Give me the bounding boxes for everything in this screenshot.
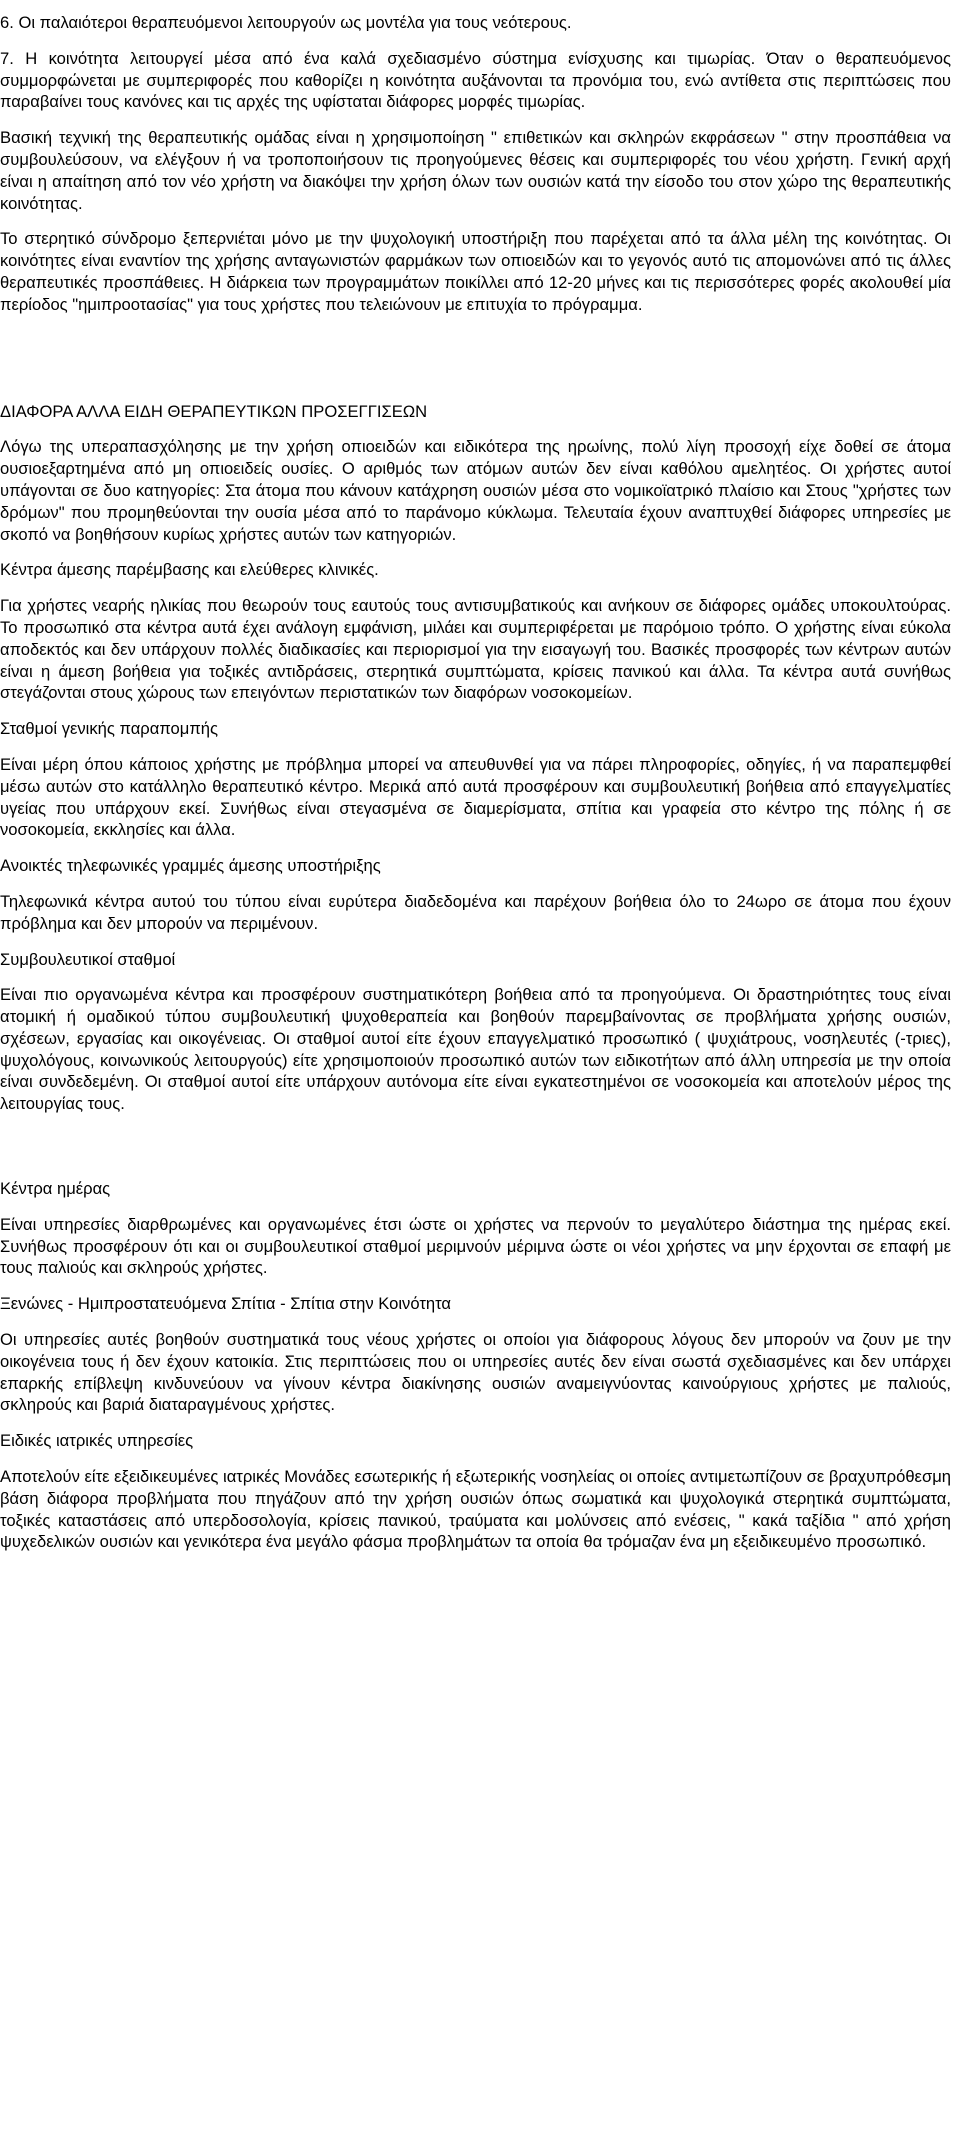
paragraph-day-centers: Είναι υπηρεσίες διαρθρωμένες και οργανωμένες έτσι ώστε οι χρήστες να περνούν το μεγαλύτερο διάστημα της ημέρας εκεί. Συνήθως προσφέρουν ότι και οι συμβουλευτικοί σταθμοί μεριμνούν μέριμνα ώστε οι νέοι χρήστες να μην έρχονται σε επαφή με τους παλιούς και σκληρούς χρήστες.: [0, 1214, 951, 1278]
section-heading: ΔΙΑΦΟΡΑ ΑΛΛΑ ΕΙΔΗ ΘΕΡΑΠΕΥΤΙΚΩΝ ΠΡΟΣΕΓΓΙΣΕΩΝ: [0, 401, 428, 421]
paragraph-technique: Βασική τεχνική της θεραπευτικής ομάδας είναι η χρησιμοποίηση " επιθετικών και σκληρών εκφράσεων " στην προσπάθεια να συμβουλεύσουν, να ελέγξουν ή να τροποποιήσουν τις προηγούμενες θέσεις και συμπεριφορές του νέου χρήστη. Γενική αρχή είναι η απαίτηση από τον νέο χρήστη να διακόψει την χρήση όλων των ουσιών κατά την είσοδο του στον χώρο της θεραπευτικής κοινότητας.: [0, 128, 951, 213]
subheading-crisis-centers: Κέντρα άμεσης παρέμβασης και ελεύθερες κλινικές.: [0, 560, 379, 580]
paragraph-counseling-stations: Είναι πιο οργανωμένα κέντρα και προσφέρουν συστηματικότερη βοήθεια από τα προηγούμενα. Οι δραστηριότητες τους είναι ατομική ή ομαδικού τύπου συμβουλευτική ψυχοθεραπεία και βοηθούν παρεμβαίνοντας σε προβλήματα χρήσης ουσιών, σχέσεων, εργασίας και οικογένειας. Οι σταθμοί αυτοί είτε έχουν επαγγελματικό προσωπικό ( ψυχιάτρους, νοσηλευτές (-τριες), ψυχολόγους, κοινωνικούς λειτουργούς) είτε χρησιμοποιούν προσωπικό αυτών των ειδικοτήτων από άλλη υπηρεσία με την οποία είναι συνδεδεμένη. Οι σταθμοί αυτοί είτε υπάρχουν αυτόνομα είτε είναι εγκατεστημένοι σε νοσοκομεία και αποτελούν μέρος της λειτουργίας τους.: [0, 985, 951, 1114]
paragraph-medical-services: Αποτελούν είτε εξειδικευμένες ιατρικές Μονάδες εσωτερικής ή εξωτερικής νοσηλείας οι οποίες αντιμετωπίζουν σε βραχυπρόθεσμη βάση διάφορα προβλήματα που πηγάζουν από την χρήση ουσιών όπως σωματικά και ψυχολογικά στερητικά συμπτώματα, τοξικές καταστάσεις από υπερδοσολογία, κρίσεις πανικού, τραύματα και μολύνσεις από ενέσεις, " κακά ταξίδια " από χρήση ψυχεδελικών ουσιών και γενικότερα ένα μεγάλο φάσμα προβλημάτων τα οποία θα τρόμαζαν ένα μη εξειδικευμένο προσωπικό.: [0, 1467, 951, 1552]
list-item-6: 6. Οι παλαιότεροι θεραπευόμενοι λειτουργούν ως μοντέλα για τους νεότερους.: [0, 13, 572, 32]
paragraph-referral-stations: Είναι μέρη όπου κάποιος χρήστης με πρόβλημα μπορεί να απευθυνθεί για να πάρει πληροφορίες, οδηγίες, ή να παραπεμφθεί μέσω αυτών στο κατάλληλο θεραπευτικό κέντρο. Μερικά από αυτά προσφέρουν και συμβουλευτική βοήθεια από επαγγελματίες υγείας που υπάρχουν εκεί. Συνήθως είναι στεγασμένα σε διαμερίσματα, σπίτια και γραφεία στο κέντρο της πόλης ή σε νοσοκομεία, εκκλησίες και άλλα.: [0, 754, 951, 840]
subheading-medical-services: Ειδικές ιατρικές υπηρεσίες: [0, 1431, 194, 1451]
subheading-hostels: Ξενώνες - Ημιπροστατευόμενα Σπίτια - Σπίτια στην Κοινότητα: [0, 1294, 452, 1314]
paragraph-crisis-centers: Για χρήστες νεαρής ηλικίας που θεωρούν τους εαυτούς τους αντισυμβατικούς και ανήκουν σε διάφορες ομάδες υποκουλτούρας. Το προσωπικό στα κέντρα αυτά έχει ανάλογη εμφάνιση, μιλάει και συμπεριφέρεται με παρόμοιο τρόπο. Ο χρήστης είναι εύκολα αποδεκτός και δεν υπάρχουν πολλές διαδικασίες και περιορισμοί για την εισαγωγή του. Βασικές προσφορές των κέντρων αυτών είναι η άμεση βοήθεια για τοξικές αντιδράσεις, στερητικά συμπτώματα, κρίσεις πανικού και άλλα. Τα κέντρα αυτά συνήθως στεγάζονται στους χώρους των επειγόντων περιστατικών των διαφόρων νοσοκομείων.: [0, 596, 951, 703]
list-item-7: 7. Η κοινότητα λειτουργεί μέσα από ένα καλά σχεδιασμένο σύστημα ενίσχυσης και τιμωρίας. Όταν ο θεραπευόμενος συμμορφώνεται με συμπεριφορές που καθορίζει η κοινότητα αυξάνονται τα προνόμια του, ενώ αντίθετα στις περιπτώσεις που παραβαίνει τους κανόνες και τις αρχές της υφίσταται διάφορες μορφές τιμωρίας.: [0, 48, 951, 112]
paragraph-overview: Λόγω της υπεραπασχόλησης με την χρήση οπιοειδών και ειδικότερα της ηρωίνης, πολύ λίγη προσοχή είχε δοθεί σε άτομα ουσιοεξαρτημένα από μη οπιοειδείς ουσίες. Ο αριθμός των ατόμων αυτών δεν είναι καθόλου αμελητέος. Οι χρήστες αυτοί υπάγονται σε δυο κατηγορίες: Στα άτομα που κάνουν κατάχρηση ουσιών μέσα στο νομικοϊατρικό πλαίσιο και Στους "χρήστες των δρόμων" που προμηθεύονται την ουσία μέσα από το παράνομο κύκλωμα. Τελευταία έχουν αναπτυχθεί διάφορες υπηρεσίες με σκοπό να βοηθήσουν κυρίως χρήστες αυτών των κατηγοριών.: [0, 437, 951, 544]
subheading-hotlines: Ανοικτές τηλεφωνικές γραμμές άμεσης υποστήριξης: [0, 856, 381, 876]
subheading-referral-stations: Σταθμοί γενικής παραπομπής: [0, 719, 219, 739]
subheading-day-centers: Κέντρα ημέρας: [0, 1179, 111, 1199]
paragraph-hostels: Οι υπηρεσίες αυτές βοηθούν συστηματικά τους νέους χρήστες οι οποίοι για διάφορους λόγους δεν μπορούν να ζουν με την οικογένεια τους ή δεν έχουν κατοικία. Στις περιπτώσεις που οι υπηρεσίες αυτές δεν είναι σωστά σχεδιασμένες και δεν υπάρχει επαρκής επίβλεψη κινδυνεύουν να γίνουν κέντρα διακίνησης ουσιών αναμειγνύοντας καινούργιους χρήστες με παλιούς, σκληρούς και βαριά διαταραγμένους χρήστες.: [0, 1330, 951, 1415]
subheading-counseling-stations: Συμβουλευτικοί σταθμοί: [0, 949, 176, 969]
paragraph-hotlines: Τηλεφωνικά κέντρα αυτού του τύπου είναι ευρύτερα διαδεδομένα και παρέχουν βοήθεια όλο το 24ωρο σε άτομα που έχουν πρόβλημα και δεν μπορούν να περιμένουν.: [0, 891, 951, 933]
paragraph-withdrawal: Το στερητικό σύνδρομο ξεπερνιέται μόνο με την ψυχολογική υποστήριξη που παρέχεται από τα άλλα μέλη της κοινότητας. Οι κοινότητες είναι εναντίον της χρήσης ανταγωνιστών φαρμάκων των οπιοειδών και το γεγονός αυτό τις απομονώνει από τις άλλες θεραπευτικές προσπάθειες. Η διάρκεια των προγραμμάτων ποικίλλει από 12-20 μήνες και τις περισσότερες φορές ακολουθεί μία περίοδος "ημιπροοτασίας" για τους χρήστες που τελειώνουν με επιτυχία το πρόγραμμα.: [0, 229, 951, 314]
